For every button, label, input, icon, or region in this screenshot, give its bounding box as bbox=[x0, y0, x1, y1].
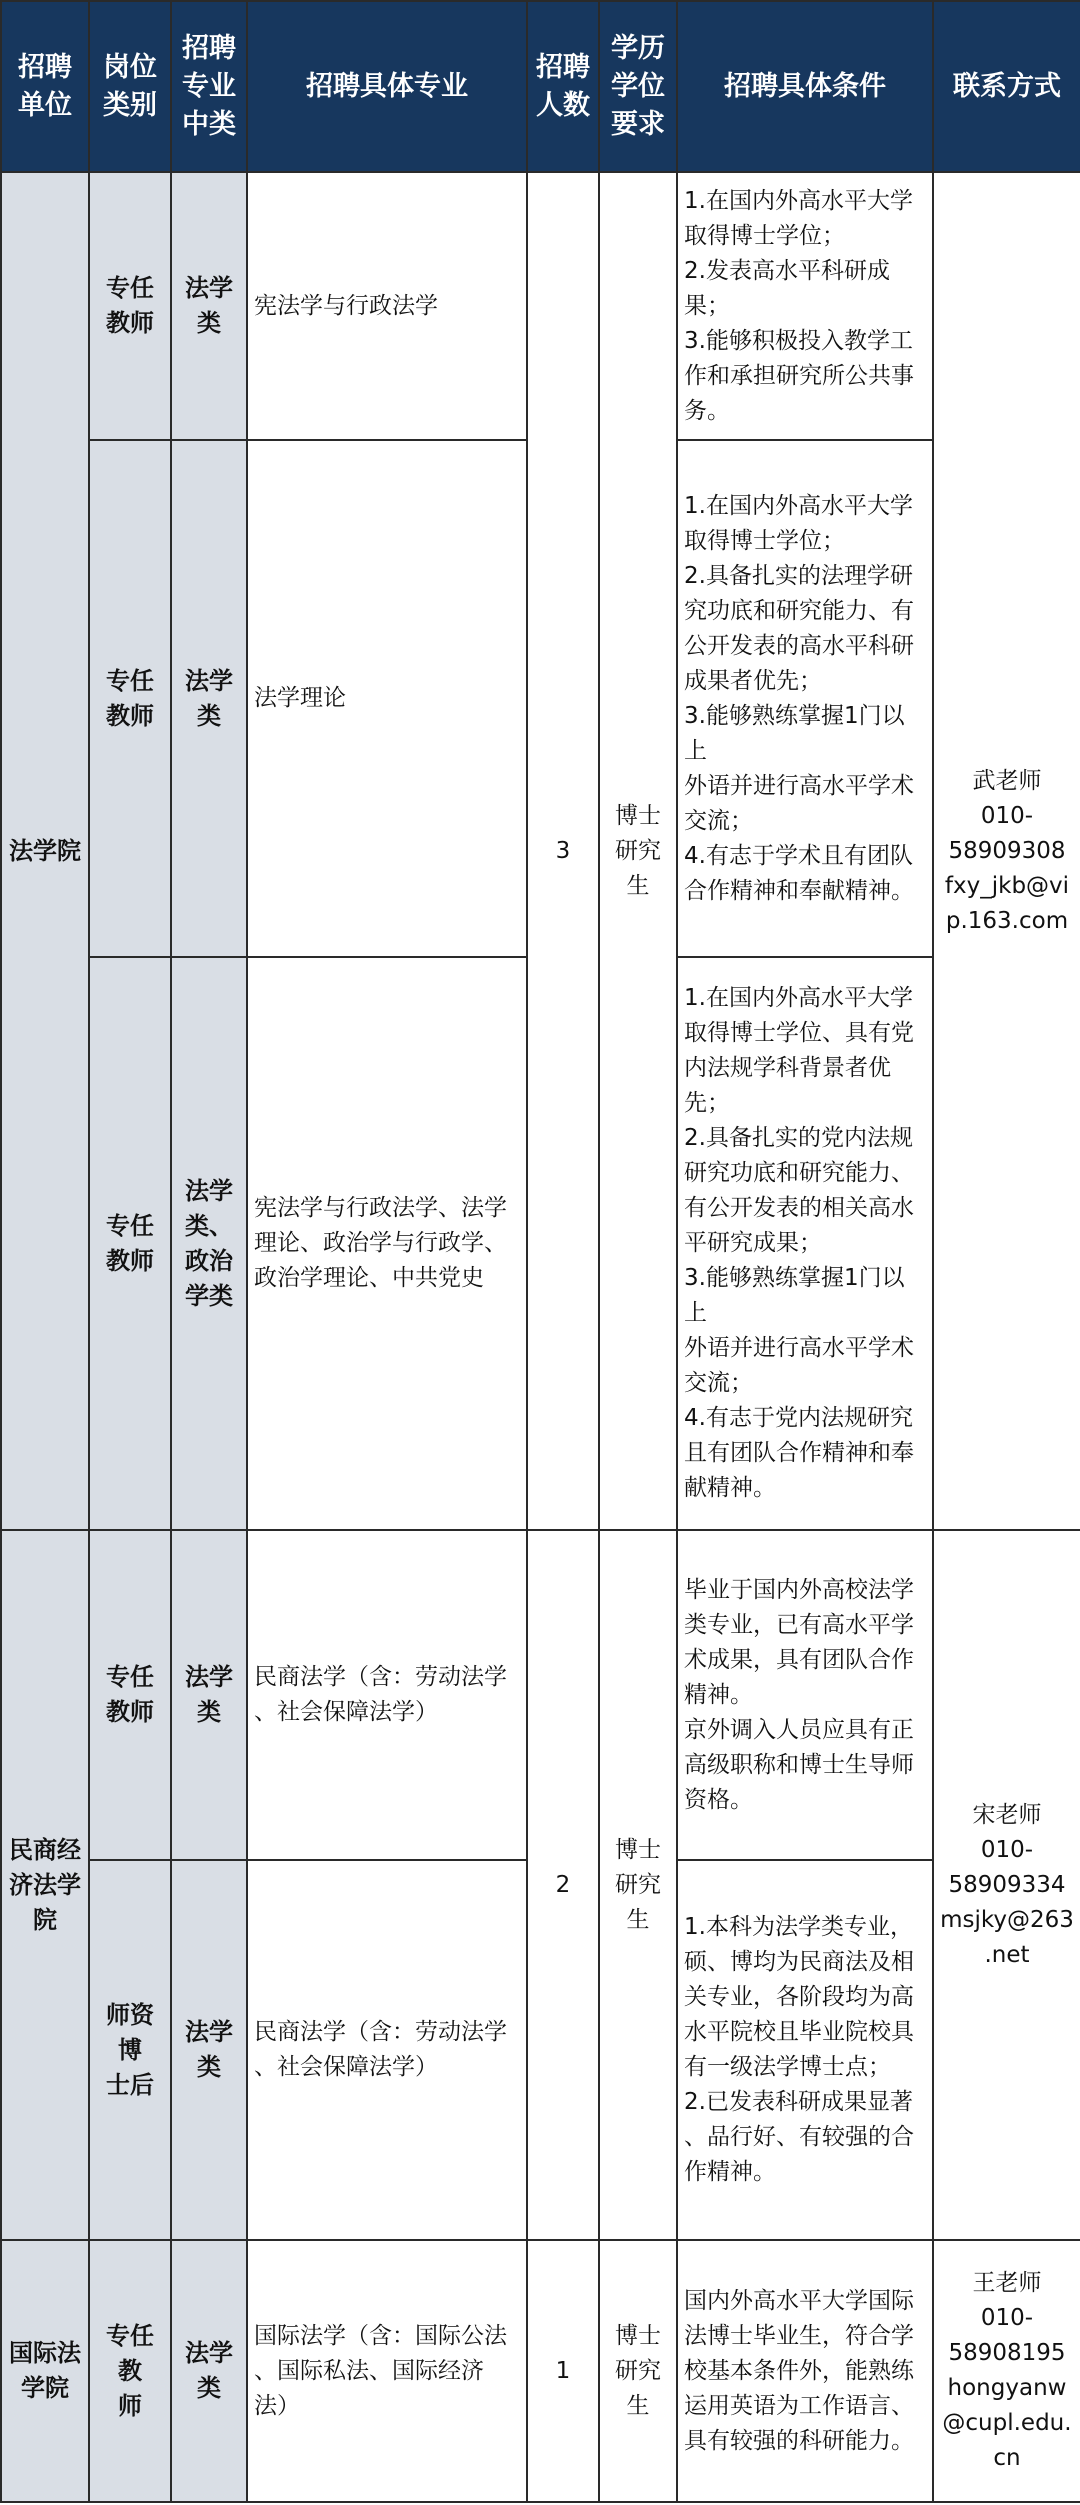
conditions-cell: 毕业于国内外高校法学 类专业，已有高水平学 术成果，具有团队合作 精神。 京外调入人员应具有正 高级职称和博士生导师 资格。 bbox=[677, 1530, 933, 1860]
header-post-category: 岗位 类别 bbox=[89, 1, 171, 172]
major-class-cell: 法学 类 bbox=[171, 440, 247, 957]
major-class-cell: 法学 类 bbox=[171, 172, 247, 440]
contact-cell: 武老师 010- 58909308 fxy_jkb@vi p.163.com bbox=[933, 172, 1080, 1530]
degree-cell: 博士 研究 生 bbox=[599, 1530, 677, 2240]
conditions-cell: 1.本科为法学类专业， 硕、博均为民商法及相 关专业，各阶段均为高 水平院校且毕业院校具 有一级法学博士点； 2.已发表科研成果显著 、品行好、有较强的合 作精神。 bbox=[677, 1860, 933, 2240]
major-class-cell: 法学 类 bbox=[171, 1530, 247, 1860]
contact-cell: 宋老师 010- 58909334 msjky@263 .net bbox=[933, 1530, 1080, 2240]
major-class-cell: 法学 类、 政治 学类 bbox=[171, 957, 247, 1530]
conditions-cell: 1.在国内外高水平大学 取得博士学位、具有党 内法规学科背景者优 先； 2.具备扎实的党内法规 研究功底和研究能力、 有公开发表的相关高水 平研究成果； 3.能够熟练掌握1门以上 外语并进行高水平学术 交流； 4.有志于党内法规研究 且有团队合作精神和奉 献精神。 bbox=[677, 957, 933, 1530]
degree-cell: 博士 研究 生 bbox=[599, 2240, 677, 2502]
major-class-cell: 法学 类 bbox=[171, 2240, 247, 2502]
contact-cell: 王老师 010- 58908195 hongyanw @cupl.edu. cn bbox=[933, 2240, 1080, 2502]
unit-cell: 法学院 bbox=[1, 172, 89, 1530]
headcount-cell: 2 bbox=[527, 1530, 599, 2240]
specific-major-cell: 宪法学与行政法学、法学 理论、政治学与行政学、 政治学理论、中共党史 bbox=[247, 957, 527, 1530]
specific-major-cell: 宪法学与行政法学 bbox=[247, 172, 527, 440]
specific-major-cell: 民商法学（含：劳动法学 、社会保障法学） bbox=[247, 1530, 527, 1860]
header-row bbox=[1, 1, 1080, 172]
table-row bbox=[1, 172, 1080, 440]
degree-cell: 博士 研究 生 bbox=[599, 172, 677, 1530]
headcount-cell: 3 bbox=[527, 172, 599, 1530]
table-row bbox=[1, 1530, 1080, 1860]
post-category-cell: 专任教 师 bbox=[89, 2240, 171, 2502]
specific-major-cell: 民商法学（含：劳动法学 、社会保障法学） bbox=[247, 1860, 527, 2240]
major-class-cell: 法学 类 bbox=[171, 1860, 247, 2240]
specific-major-cell: 国际法学（含：国际公法 、国际私法、国际经济 法） bbox=[247, 2240, 527, 2502]
header-headcount: 招聘 人数 bbox=[527, 1, 599, 172]
header-major-class: 招聘 专业 中类 bbox=[171, 1, 247, 172]
conditions-cell: 1.在国内外高水平大学 取得博士学位； 2.发表高水平科研成 果； 3.能够积极投入教学工 作和承担研究所公共事 务。 bbox=[677, 172, 933, 440]
conditions-cell: 1.在国内外高水平大学 取得博士学位； 2.具备扎实的法理学研 究功底和研究能力、有 公开发表的高水平科研 成果者优先； 3.能够熟练掌握1门以上 外语并进行高水平学术 交流； 4.有志于学术且有团队 合作精神和奉献精神。 bbox=[677, 440, 933, 957]
header-specific-major: 招聘具体专业 bbox=[247, 1, 527, 172]
conditions-cell: 国内外高水平大学国际 法博士毕业生，符合学 校基本条件外，能熟练 运用英语为工作语言、 具有较强的科研能力。 bbox=[677, 2240, 933, 2502]
header-unit: 招聘 单位 bbox=[1, 1, 89, 172]
post-category-cell: 专任 教师 bbox=[89, 172, 171, 440]
post-category-cell: 专任 教师 bbox=[89, 440, 171, 957]
header-degree: 学历 学位 要求 bbox=[599, 1, 677, 172]
post-category-cell: 专任 教师 bbox=[89, 1530, 171, 1860]
unit-cell: 民商经 济法学 院 bbox=[1, 1530, 89, 2240]
table-row bbox=[1, 2240, 1080, 2502]
post-category-cell: 专任 教师 bbox=[89, 957, 171, 1530]
specific-major-cell: 法学理论 bbox=[247, 440, 527, 957]
header-contact: 联系方式 bbox=[933, 1, 1080, 172]
post-category-cell: 师资博 士后 bbox=[89, 1860, 171, 2240]
header-conditions: 招聘具体条件 bbox=[677, 1, 933, 172]
unit-cell: 国际法 学院 bbox=[1, 2240, 89, 2502]
headcount-cell: 1 bbox=[527, 2240, 599, 2502]
